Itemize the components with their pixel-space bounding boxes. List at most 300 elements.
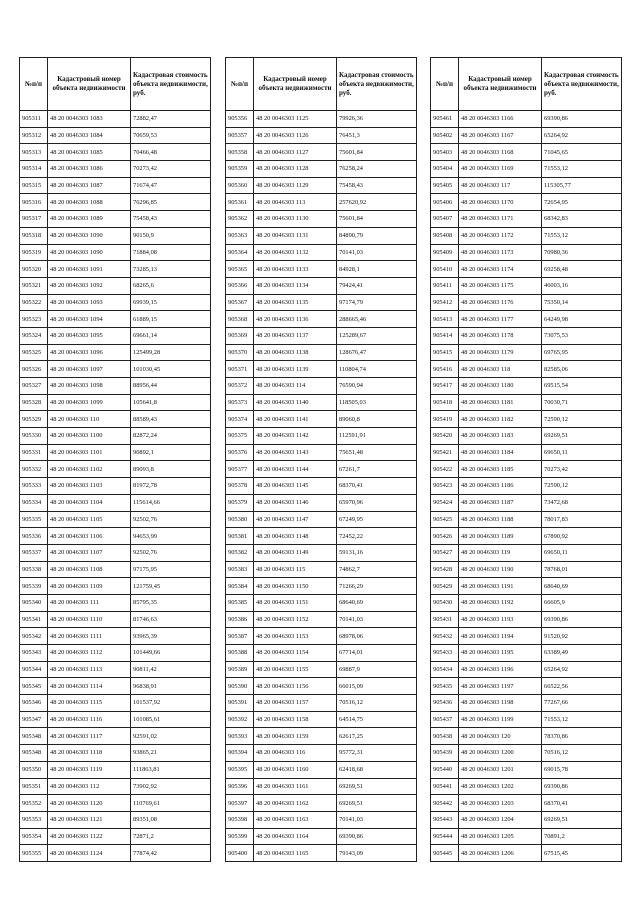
table-row: [226, 594, 417, 611]
cell-cadastral-cost: 70273,42: [542, 461, 622, 478]
cell-cadastral-number: 48 20 0046303 1121: [48, 811, 131, 828]
table-row: [226, 394, 417, 411]
cell-cadastral-cost: 62418,68: [337, 761, 417, 778]
table-row: [226, 428, 417, 445]
cell-cadastral-cost: 69887,9: [337, 661, 417, 678]
table-row: [20, 444, 211, 461]
cell-num: 905361: [226, 194, 254, 211]
cell-cadastral-number: 48 20 0046303 1113: [48, 661, 131, 678]
table-row: [20, 511, 211, 528]
cell-cadastral-cost: 92502,76: [131, 544, 211, 561]
cell-num: 905371: [226, 361, 254, 378]
cell-cadastral-cost: 61889,15: [131, 311, 211, 328]
table-row: [431, 645, 622, 662]
table-row: [226, 344, 417, 361]
table-row: [20, 111, 211, 128]
cell-cadastral-cost: 69269,51: [542, 428, 622, 445]
cell-cadastral-number: 48 20 0046303 113: [254, 194, 337, 211]
cell-cadastral-number: 48 20 0046303 1090: [48, 244, 131, 261]
cell-cadastral-number: 48 20 0046303 1106: [48, 528, 131, 545]
table-row: [20, 144, 211, 161]
cell-cadastral-number: 48 20 0046303 1197: [459, 678, 542, 695]
cell-num: 905439: [431, 745, 459, 762]
cell-cadastral-cost: 75601,84: [337, 144, 417, 161]
cell-cadastral-number: 48 20 0046303 1090: [48, 227, 131, 244]
cell-cadastral-number: 48 20 0046303 1159: [254, 728, 337, 745]
cell-num: 905426: [431, 528, 459, 545]
cell-cadastral-number: 48 20 0046303 1141: [254, 411, 337, 428]
table-row: [431, 177, 622, 194]
table-row: [20, 795, 211, 812]
cell-num: 905345: [20, 678, 48, 695]
cell-cadastral-cost: 69650,11: [542, 544, 622, 561]
table-row: [20, 361, 211, 378]
table-row: [20, 828, 211, 845]
cell-cadastral-number: 48 20 0046303 1088: [48, 194, 131, 211]
table-row: [431, 327, 622, 344]
cell-cadastral-number: 48 20 0046303 1189: [459, 528, 542, 545]
table-row: [226, 127, 417, 144]
table-row: [431, 678, 622, 695]
cell-cadastral-number: 48 20 0046303 1165: [254, 845, 337, 862]
cell-cadastral-number: 48 20 0046303 1096: [48, 344, 131, 361]
cell-cadastral-number: 48 20 0046303 1166: [459, 111, 542, 128]
cell-num: 905355: [20, 845, 48, 862]
cell-num: 905369: [226, 327, 254, 344]
cell-num: 905419: [431, 411, 459, 428]
table-row: [20, 411, 211, 428]
cell-cadastral-cost: 78768,01: [542, 561, 622, 578]
cell-cadastral-number: 48 20 0046303 1186: [459, 478, 542, 495]
cell-cadastral-number: 48 20 0046303 1097: [48, 361, 131, 378]
table-row: [226, 645, 417, 662]
cell-cadastral-cost: 85795,35: [131, 594, 211, 611]
cell-cadastral-number: 48 20 0046303 1163: [254, 811, 337, 828]
cell-cadastral-number: 48 20 0046303 118: [459, 361, 542, 378]
table-row: [20, 394, 211, 411]
cell-num: 905414: [431, 327, 459, 344]
cell-cadastral-cost: 75350,14: [542, 294, 622, 311]
table-row: [226, 578, 417, 595]
cell-cadastral-number: 48 20 0046303 1091: [48, 261, 131, 278]
table-row: [431, 428, 622, 445]
table-row: [226, 227, 417, 244]
cell-cadastral-cost: 78370,86: [542, 728, 622, 745]
cell-cadastral-number: 48 20 0046303 1138: [254, 344, 337, 361]
cell-num: 905368: [226, 311, 254, 328]
table-row: [226, 294, 417, 311]
cell-cadastral-cost: 75651,48: [337, 444, 417, 461]
cell-cadastral-cost: 64514,75: [337, 711, 417, 728]
table-row: [431, 311, 622, 328]
cell-num: 905316: [20, 194, 48, 211]
table-row: [226, 461, 417, 478]
cell-num: 905433: [431, 645, 459, 662]
table-row: [431, 378, 622, 395]
cell-cadastral-number: 48 20 0046303 1182: [459, 411, 542, 428]
cell-cadastral-cost: 73075,53: [542, 327, 622, 344]
cell-cadastral-number: 48 20 0046303 110: [48, 411, 131, 428]
cell-num: 905418: [431, 394, 459, 411]
cell-cadastral-number: 48 20 0046303 119: [459, 544, 542, 561]
cell-cadastral-cost: 88956,44: [131, 378, 211, 395]
cell-num: 905331: [20, 444, 48, 461]
table-row: [226, 144, 417, 161]
cell-cadastral-number: 48 20 0046303 1140: [254, 394, 337, 411]
table-row: [431, 161, 622, 178]
cell-cadastral-cost: 69390,86: [542, 611, 622, 628]
cell-cadastral-cost: 84890,79: [337, 227, 417, 244]
cell-num: 905335: [20, 511, 48, 528]
cell-cadastral-number: 48 20 0046303 1199: [459, 711, 542, 728]
table-row: [226, 327, 417, 344]
table-row: [431, 461, 622, 478]
cell-cadastral-cost: 67890,92: [542, 528, 622, 545]
table-row: [226, 811, 417, 828]
table-row: [226, 845, 417, 862]
cell-num: 905315: [20, 177, 48, 194]
table-row: [20, 461, 211, 478]
cell-cadastral-number: 48 20 0046303 1174: [459, 261, 542, 278]
cell-cadastral-number: 48 20 0046303 1194: [459, 628, 542, 645]
cell-cadastral-number: 48 20 0046303 1131: [254, 227, 337, 244]
cell-cadastral-number: 48 20 0046303 1110: [48, 611, 131, 628]
cell-cadastral-cost: 90892,1: [131, 444, 211, 461]
header-cadastral-number: Кадастровый номер объекта недвижимости: [459, 58, 542, 111]
cell-cadastral-cost: 257620,92: [337, 194, 417, 211]
cell-cadastral-number: 48 20 0046303 1202: [459, 778, 542, 795]
cell-cadastral-number: 48 20 0046303 1128: [254, 161, 337, 178]
cell-cadastral-number: 48 20 0046303 117: [459, 177, 542, 194]
cell-cadastral-number: 48 20 0046303 1103: [48, 478, 131, 495]
cell-cadastral-cost: 69650,11: [542, 444, 622, 461]
cell-cadastral-cost: 68370,41: [542, 795, 622, 812]
cell-num: 905413: [431, 311, 459, 328]
table-row: [20, 778, 211, 795]
table-row: [20, 695, 211, 712]
cell-num: 905348: [20, 745, 48, 762]
cell-num: 905356: [226, 111, 254, 128]
cell-cadastral-cost: 73472,68: [542, 494, 622, 511]
cell-cadastral-cost: 70141,03: [337, 811, 417, 828]
cell-cadastral-number: 48 20 0046303 1171: [459, 211, 542, 228]
cell-cadastral-cost: 62617,25: [337, 728, 417, 745]
cell-cadastral-cost: 288665,46: [337, 311, 417, 328]
cell-cadastral-number: 48 20 0046303 1117: [48, 728, 131, 745]
cell-num: 905347: [20, 711, 48, 728]
cell-cadastral-number: 48 20 0046303 1195: [459, 645, 542, 662]
cell-cadastral-cost: 65970,96: [337, 494, 417, 511]
cell-num: 905427: [431, 544, 459, 561]
cell-num: 905412: [431, 294, 459, 311]
cell-cadastral-number: 48 20 0046303 1193: [459, 611, 542, 628]
table-row: [20, 311, 211, 328]
cell-cadastral-cost: 90811,42: [131, 661, 211, 678]
table-row: [20, 594, 211, 611]
cell-num: 905344: [20, 661, 48, 678]
cell-cadastral-cost: 68370,41: [337, 478, 417, 495]
cell-cadastral-cost: 72882,47: [131, 111, 211, 128]
cell-cadastral-cost: 79143,09: [337, 845, 417, 862]
cell-cadastral-cost: 71674,47: [131, 177, 211, 194]
cell-cadastral-cost: 75458,43: [337, 177, 417, 194]
cell-cadastral-number: 48 20 0046303 1143: [254, 444, 337, 461]
cell-cadastral-number: 48 20 0046303 1153: [254, 628, 337, 645]
cell-num: 905438: [431, 728, 459, 745]
cell-num: 905342: [20, 628, 48, 645]
table-row: [431, 611, 622, 628]
table-row: [20, 161, 211, 178]
cell-cadastral-cost: 110804,74: [337, 361, 417, 378]
cell-cadastral-cost: 88589,43: [131, 411, 211, 428]
cell-cadastral-cost: 69390,86: [337, 828, 417, 845]
cell-num: 905364: [226, 244, 254, 261]
cell-cadastral-cost: 65264,92: [542, 127, 622, 144]
cell-num: 905370: [226, 344, 254, 361]
header-cadastral-number: Кадастровый номер объекта недвижимости: [254, 58, 337, 111]
table-row: [431, 745, 622, 762]
cell-num: 905321: [20, 277, 48, 294]
cell-cadastral-cost: 101085,61: [131, 711, 211, 728]
cell-cadastral-number: 48 20 0046303 1107: [48, 544, 131, 561]
cell-num: 905343: [20, 645, 48, 662]
cell-cadastral-number: 48 20 0046303 1084: [48, 127, 131, 144]
table-row: [431, 444, 622, 461]
cell-cadastral-cost: 78017,83: [542, 511, 622, 528]
table-row: [20, 227, 211, 244]
cell-num: 905312: [20, 127, 48, 144]
table-row: [226, 478, 417, 495]
cell-cadastral-cost: 69258,48: [542, 261, 622, 278]
cell-num: 905400: [226, 845, 254, 862]
table-row: [431, 544, 622, 561]
cell-cadastral-number: 48 20 0046303 1083: [48, 111, 131, 128]
cell-num: 905408: [431, 227, 459, 244]
cell-num: 905409: [431, 244, 459, 261]
cell-cadastral-cost: 69269,51: [542, 811, 622, 828]
table-row: [20, 578, 211, 595]
cell-num: 905358: [226, 144, 254, 161]
table-row: [20, 494, 211, 511]
cell-num: 905394: [226, 745, 254, 762]
cell-cadastral-cost: 89060,8: [337, 411, 417, 428]
table-row: [431, 594, 622, 611]
cell-cadastral-cost: 68265,6: [131, 277, 211, 294]
cell-num: 905440: [431, 761, 459, 778]
cell-cadastral-cost: 73902,92: [131, 778, 211, 795]
cell-num: 905435: [431, 678, 459, 695]
cell-cadastral-cost: 89351,08: [131, 811, 211, 828]
cell-num: 905360: [226, 177, 254, 194]
cell-cadastral-number: 48 20 0046303 1132: [254, 244, 337, 261]
table-row: [431, 795, 622, 812]
table-row: [20, 528, 211, 545]
table-row: [226, 828, 417, 845]
cell-cadastral-number: 48 20 0046303 1192: [459, 594, 542, 611]
cell-cadastral-cost: 92502,76: [131, 511, 211, 528]
cell-cadastral-number: 48 20 0046303 1125: [254, 111, 337, 128]
table-row: [431, 661, 622, 678]
cell-cadastral-number: 48 20 0046303 1181: [459, 394, 542, 411]
cell-num: 905351: [20, 778, 48, 795]
cell-cadastral-number: 48 20 0046303 1177: [459, 311, 542, 328]
cell-num: 905425: [431, 511, 459, 528]
cell-num: 905330: [20, 428, 48, 445]
table-row: [226, 544, 417, 561]
cell-num: 905430: [431, 594, 459, 611]
cell-num: 905328: [20, 394, 48, 411]
cell-cadastral-number: 48 20 0046303 1139: [254, 361, 337, 378]
cell-cadastral-number: 48 20 0046303 1145: [254, 478, 337, 495]
table-header-row: [20, 58, 211, 111]
cell-num: 905424: [431, 494, 459, 511]
cell-cadastral-cost: 97175,95: [131, 561, 211, 578]
header-cadastral-cost: Кадастровая стоимость объекта недвижимости, руб.: [131, 58, 211, 111]
cell-num: 905428: [431, 561, 459, 578]
cell-cadastral-cost: 72654,95: [542, 194, 622, 211]
cell-num: 905389: [226, 661, 254, 678]
table-row: [20, 211, 211, 228]
cell-cadastral-cost: 101449,66: [131, 645, 211, 662]
cell-cadastral-cost: 76296,85: [131, 194, 211, 211]
header-num: №п/п: [20, 58, 48, 111]
cell-cadastral-number: 48 20 0046303 1160: [254, 761, 337, 778]
cell-num: 905422: [431, 461, 459, 478]
table-row: [20, 277, 211, 294]
cell-num: 905353: [20, 811, 48, 828]
table-row: [226, 795, 417, 812]
cell-cadastral-cost: 71266,29: [337, 578, 417, 595]
cell-num: 905432: [431, 628, 459, 645]
cell-cadastral-number: 48 20 0046303 1109: [48, 578, 131, 595]
cell-cadastral-cost: 69390,86: [542, 111, 622, 128]
table-row: [20, 628, 211, 645]
cell-num: 905326: [20, 361, 48, 378]
cell-cadastral-number: 48 20 0046303 1184: [459, 444, 542, 461]
cell-cadastral-cost: 66015,09: [337, 678, 417, 695]
cell-cadastral-number: 48 20 0046303 1126: [254, 127, 337, 144]
cell-cadastral-number: 48 20 0046303 114: [254, 378, 337, 395]
cell-num: 905327: [20, 378, 48, 395]
cell-cadastral-cost: 71553,12: [542, 227, 622, 244]
table-row: [431, 211, 622, 228]
table-row: [226, 161, 417, 178]
cell-cadastral-number: 48 20 0046303 1156: [254, 678, 337, 695]
cell-cadastral-number: 48 20 0046303 1119: [48, 761, 131, 778]
table-row: [226, 761, 417, 778]
cell-cadastral-number: 48 20 0046303 1201: [459, 761, 542, 778]
table-row: [20, 811, 211, 828]
cell-num: 905390: [226, 678, 254, 695]
cell-cadastral-cost: 101537,92: [131, 695, 211, 712]
cell-cadastral-cost: 121759,45: [131, 578, 211, 595]
header-cadastral-cost: Кадастровая стоимость объекта недвижимости, руб.: [542, 58, 622, 111]
table-row: [431, 761, 622, 778]
cell-num: 905383: [226, 561, 254, 578]
cell-cadastral-number: 48 20 0046303 1188: [459, 511, 542, 528]
cell-cadastral-cost: 76258,24: [337, 161, 417, 178]
table-row: [226, 528, 417, 545]
cell-num: 905437: [431, 711, 459, 728]
table-row: [20, 544, 211, 561]
cell-cadastral-cost: 70516,12: [542, 745, 622, 762]
cell-num: 905431: [431, 611, 459, 628]
table-row: [20, 711, 211, 728]
cell-cadastral-number: 48 20 0046303 1170: [459, 194, 542, 211]
cell-cadastral-cost: 75458,43: [131, 211, 211, 228]
cell-cadastral-number: 48 20 0046303 1150: [254, 578, 337, 595]
cell-cadastral-cost: 125289,67: [337, 327, 417, 344]
cell-num: 905387: [226, 628, 254, 645]
cell-cadastral-cost: 59131,16: [337, 544, 417, 561]
cell-cadastral-cost: 73285,13: [131, 261, 211, 278]
cell-cadastral-number: 48 20 0046303 112: [48, 778, 131, 795]
table-row: [20, 194, 211, 211]
cell-cadastral-cost: 70659,53: [131, 127, 211, 144]
cell-cadastral-cost: 46003,16: [542, 277, 622, 294]
cell-cadastral-number: 48 20 0046303 1099: [48, 394, 131, 411]
cell-cadastral-number: 48 20 0046303 1114: [48, 678, 131, 695]
cell-cadastral-cost: 125499,28: [131, 344, 211, 361]
table-row: [431, 528, 622, 545]
cell-num: 905373: [226, 394, 254, 411]
table-row: [226, 778, 417, 795]
cell-cadastral-number: 48 20 0046303 1130: [254, 211, 337, 228]
table-row: [431, 561, 622, 578]
cell-num: 905416: [431, 361, 459, 378]
cell-cadastral-cost: 65264,92: [542, 661, 622, 678]
cell-cadastral-cost: 69390,86: [542, 778, 622, 795]
cell-cadastral-number: 48 20 0046303 1104: [48, 494, 131, 511]
cell-cadastral-number: 48 20 0046303 1116: [48, 711, 131, 728]
cell-cadastral-number: 48 20 0046303 115: [254, 561, 337, 578]
cell-num: 905340: [20, 594, 48, 611]
cadastral-table-3: [430, 57, 622, 862]
cell-num: 905404: [431, 161, 459, 178]
cell-num: 905395: [226, 761, 254, 778]
cell-num: 905346: [20, 695, 48, 712]
cell-num: 905319: [20, 244, 48, 261]
cell-cadastral-number: 48 20 0046303 1142: [254, 428, 337, 445]
cell-cadastral-number: 48 20 0046303 1120: [48, 795, 131, 812]
table-row: [226, 745, 417, 762]
cell-cadastral-cost: 66522,56: [542, 678, 622, 695]
cadastral-table-1: [19, 57, 211, 862]
cell-cadastral-number: 48 20 0046303 1179: [459, 344, 542, 361]
cell-cadastral-number: 48 20 0046303 1167: [459, 127, 542, 144]
cell-num: 905379: [226, 494, 254, 511]
cell-cadastral-number: 48 20 0046303 1200: [459, 745, 542, 762]
cell-cadastral-number: 48 20 0046303 1105: [48, 511, 131, 528]
cell-cadastral-cost: 67714,01: [337, 645, 417, 662]
cell-cadastral-number: 48 20 0046303 1151: [254, 594, 337, 611]
table-row: [226, 111, 417, 128]
cell-cadastral-number: 48 20 0046303 1086: [48, 161, 131, 178]
cell-cadastral-cost: 72590,12: [542, 411, 622, 428]
cell-num: 905357: [226, 127, 254, 144]
table-row: [226, 411, 417, 428]
cell-num: 905402: [431, 127, 459, 144]
table-row: [431, 277, 622, 294]
cell-num: 905381: [226, 528, 254, 545]
cell-cadastral-cost: 68640,69: [542, 578, 622, 595]
cell-cadastral-cost: 75601,84: [337, 211, 417, 228]
cell-num: 905332: [20, 461, 48, 478]
table-row: [431, 244, 622, 261]
table-row: [20, 728, 211, 745]
cell-cadastral-number: 48 20 0046303 1127: [254, 144, 337, 161]
cell-cadastral-cost: 69939,15: [131, 294, 211, 311]
